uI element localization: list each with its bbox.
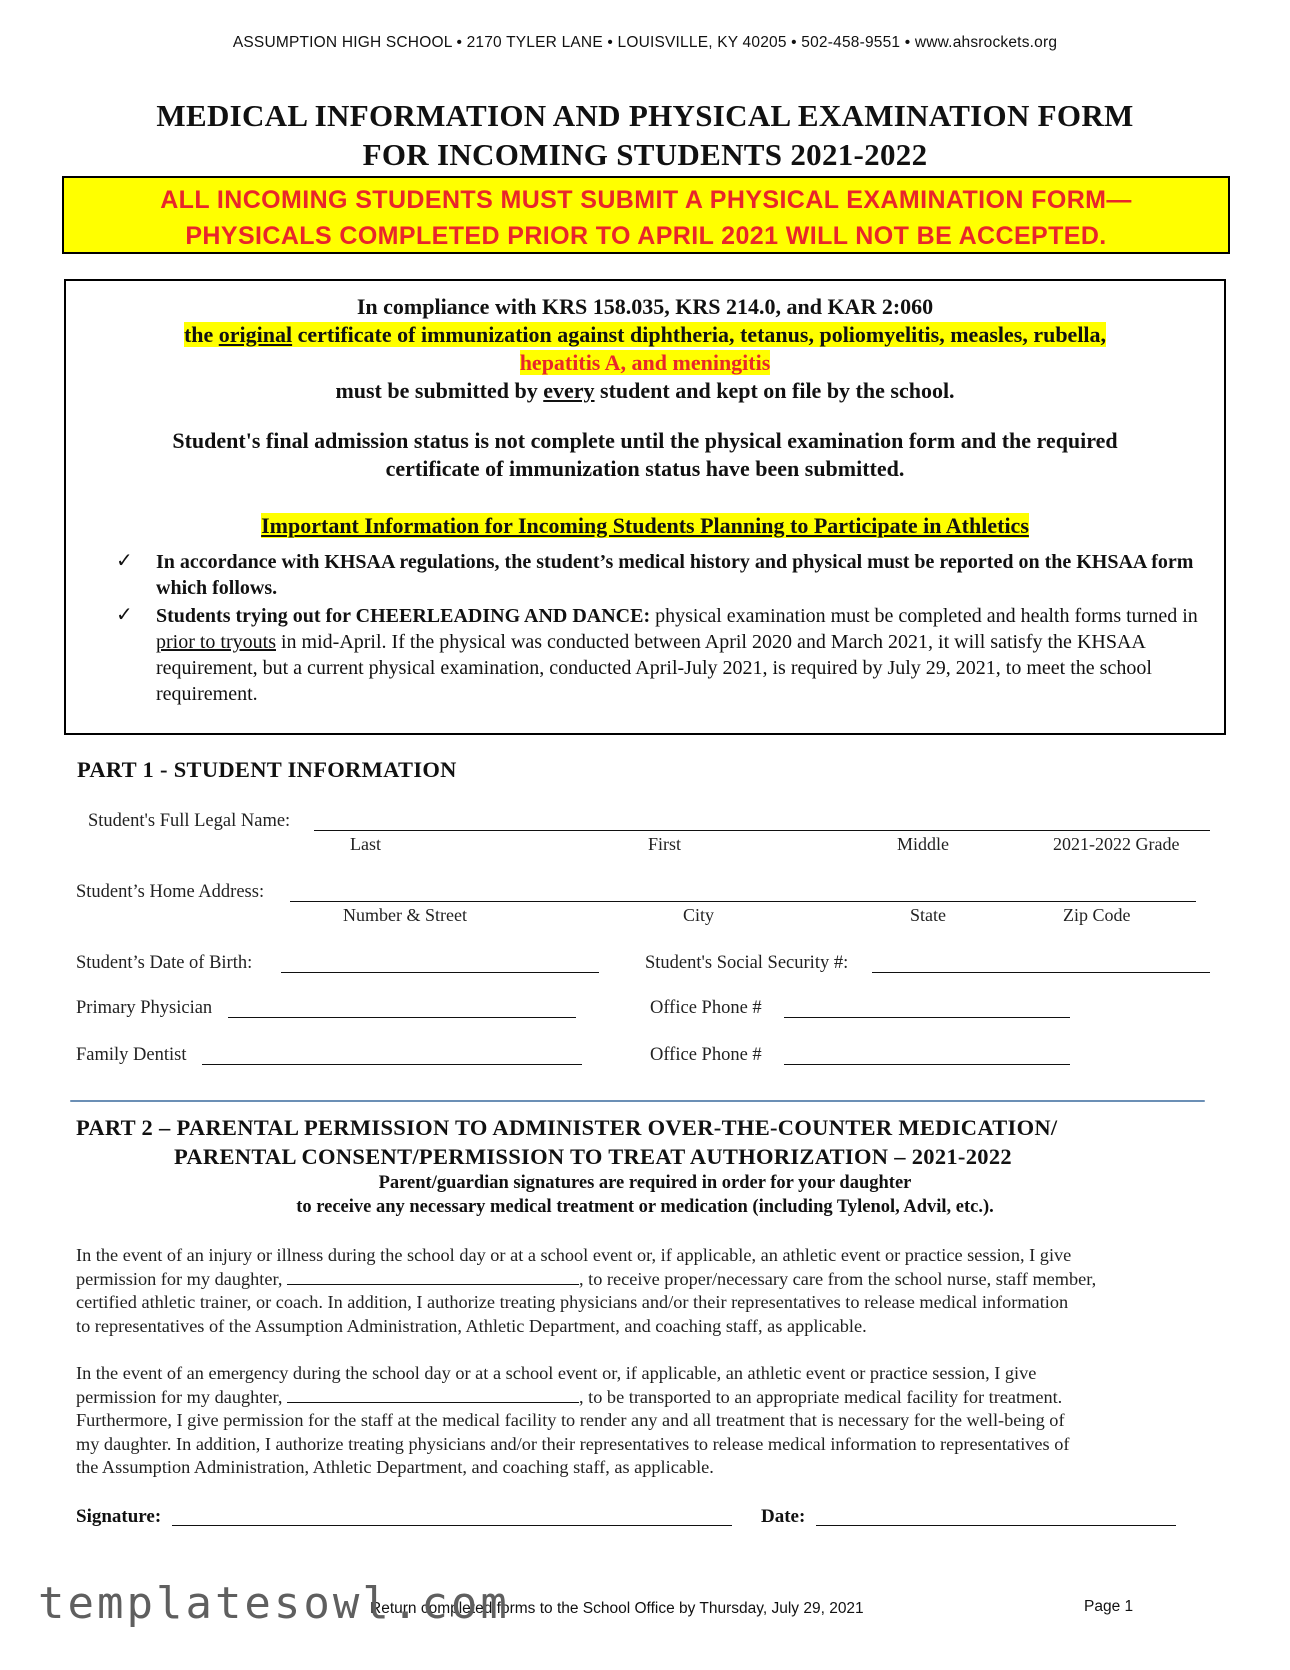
home-address-field[interactable] [290, 901, 1196, 902]
daughter-name-field-1[interactable] [287, 1269, 579, 1285]
para1-line-1: In the event of an injury or illness during the school day or at a school event or, if applicable, an athletic event or practice session, I give [76, 1245, 1072, 1265]
part-2-title-line-1: PART 2 – PARENTAL PERMISSION TO ADMINISTER OVER-THE-COUNTER MEDICATION/ [76, 1115, 1058, 1140]
address-sub-state: State [910, 905, 946, 925]
date-of-birth-label: Student’s Date of Birth: [76, 953, 253, 973]
address-sub-street: Number & Street [343, 905, 467, 925]
para2-line-3: Furthermore, I give permission for the staff at the medical facility to render any and all treatment that is necessary for the well-being of [76, 1410, 1065, 1430]
dentist-phone-label: Office Phone # [650, 1045, 762, 1065]
part-2-title-line-2: PARENTAL CONSENT/PERMISSION TO TREAT AUTHORIZATION – 2021-2022 [174, 1144, 1012, 1169]
bullet-2-part-a: physical examination must be completed and health forms turned in [650, 605, 1198, 627]
part-2-subtitle-line-2: to receive any necessary medical treatment or medication (including Tylenol, Advil, etc.). [296, 1197, 994, 1217]
athletics-bullet-2 [116, 603, 1206, 713]
part-2-subtitle-line-1: Parent/guardian signatures are required in order for your daughter [378, 1173, 912, 1193]
ssn-field[interactable] [872, 972, 1210, 973]
date-field[interactable] [816, 1525, 1176, 1526]
primary-physician-field[interactable] [228, 1017, 576, 1018]
full-name-field[interactable] [314, 830, 1210, 831]
compliance-statement: In compliance with KRS 158.035, KRS 214.0, and KAR 2:060 [356, 294, 934, 319]
full-name-label: Student's Full Legal Name: [88, 811, 291, 831]
name-sub-last: Last [350, 834, 381, 854]
submitted-post: student and kept on file by the school. [594, 378, 955, 403]
para1-line-4: to representatives of the Assumption Administration, Athletic Department, and coaching staff, as applicable. [76, 1315, 867, 1336]
immunization-statement [66, 322, 1224, 348]
immunization-pre: the [183, 322, 219, 347]
watermark-logo: templatesowl.com [38, 1578, 510, 1629]
part-1-title: PART 1 - STUDENT INFORMATION [77, 757, 457, 782]
physical-alert-banner [62, 176, 1230, 254]
immunization-post: certificate of immunization against diphtheria, tetanus, poliomyelitis, measles, rubella, [292, 322, 1107, 347]
bullet-2-text [156, 603, 1201, 707]
para2-line-2 [76, 1386, 1201, 1410]
bullet-2-underlined: prior to tryouts [156, 631, 276, 653]
immunization-original: original [218, 322, 293, 347]
name-sub-grade: 2021-2022 Grade [1053, 834, 1180, 854]
alert-line-1: ALL INCOMING STUDENTS MUST SUBMIT A PHYSICAL EXAMINATION FORM— [160, 186, 1132, 214]
return-forms-note: Return completed forms to the School Office by Thursday, July 29, 2021 [370, 1600, 864, 1617]
immunization-red-text: hepatitis A, and meningitis [519, 350, 771, 375]
family-dentist-field[interactable] [202, 1064, 582, 1065]
page-number: Page 1 [1084, 1598, 1134, 1615]
date-label: Date: [761, 1506, 806, 1527]
emergency-permission-paragraph [76, 1362, 1201, 1480]
section-divider [70, 1100, 1205, 1102]
para1-line-3: certified athletic trainer, or coach. In addition, I authorize treating physicians and/or their representatives to release medical information [76, 1292, 1069, 1312]
athletics-bullet-1 [116, 549, 1206, 601]
bullet-2-bold: Students trying out for CHEERLEADING AND DANCE: [156, 605, 651, 627]
bullet-1-text: In accordance with KHSAA regulations, the student’s medical history and physical must be reported on the KHSAA form which follows. [156, 551, 1194, 599]
injury-permission-paragraph [76, 1244, 1201, 1338]
para2-line-5: the Assumption Administration, Athletic Department, and coaching staff, as applicable. [76, 1457, 714, 1477]
primary-physician-label: Primary Physician [76, 998, 213, 1018]
name-sub-first: First [648, 834, 682, 854]
submitted-every: every [543, 378, 595, 403]
para1-line-2-pre: permission for my daughter, [76, 1268, 283, 1289]
school-header: ASSUMPTION HIGH SCHOOL • 2170 TYLER LANE • LOUISVILLE, KY 40205 • 502-458-9551 • www.ahsrockets.org [232, 34, 1058, 51]
compliance-notice-box [64, 279, 1226, 735]
immunization-diseases-red [66, 350, 1224, 376]
para1-line-2-post: , to receive proper/necessary care from the school nurse, staff member, [579, 1268, 1097, 1289]
para2-line-4: my daughter. In addition, I authorize treating physicians and/or their representatives to release medical information to representatives of [76, 1433, 1070, 1454]
physician-phone-label: Office Phone # [650, 998, 762, 1018]
form-title-line-1: MEDICAL INFORMATION AND PHYSICAL EXAMINATION FORM [156, 98, 1134, 133]
para2-line-2-post: , to be transported to an appropriate medical facility for treatment. [579, 1386, 1063, 1407]
family-dentist-label: Family Dentist [76, 1045, 187, 1065]
daughter-name-field-2[interactable] [287, 1387, 579, 1403]
form-title-line-2: FOR INCOMING STUDENTS 2021-2022 [362, 137, 928, 172]
name-sub-middle: Middle [897, 834, 949, 854]
athletics-heading-text: Important Information for Incoming Students Planning to Participate in Athletics [261, 513, 1029, 538]
para1-line-2 [76, 1268, 1201, 1292]
ssn-label: Student's Social Security #: [645, 953, 849, 973]
checkmark-icon: ✓ [116, 602, 133, 626]
bullet-2-part-b: in mid-April. If the physical was conducted between April 2020 and March 2021, it will satisfy the KHSAA requirement, but a current physical examination, conducted April-July 2021, is required by July 29, 2021, to meet the school requirement. [156, 631, 1152, 705]
alert-line-2: PHYSICALS COMPLETED PRIOR TO APRIL 2021 WILL NOT BE ACCEPTED. [185, 222, 1107, 250]
submission-statement [66, 378, 1224, 404]
date-of-birth-field[interactable] [281, 972, 599, 973]
submitted-pre: must be submitted by [335, 378, 544, 403]
address-sub-city: City [683, 905, 715, 925]
address-sub-zip: Zip Code [1063, 905, 1131, 925]
signature-field[interactable] [172, 1525, 732, 1526]
para2-line-2-pre: permission for my daughter, [76, 1386, 283, 1407]
home-address-label: Student’s Home Address: [76, 882, 265, 902]
dentist-phone-field[interactable] [784, 1064, 1070, 1065]
physician-phone-field[interactable] [784, 1017, 1070, 1018]
para2-line-1: In the event of an emergency during the school day or at a school event or, if applicable, an athletic event or practice session, I give [76, 1363, 1037, 1383]
checkmark-icon: ✓ [116, 548, 133, 572]
athletics-heading [66, 513, 1224, 539]
signature-label: Signature: [76, 1506, 162, 1527]
admission-status-line-2: certificate of immunization status have been submitted. [385, 456, 905, 481]
admission-status-line-1: Student's final admission status is not complete until the physical examination form and the required [172, 428, 1118, 453]
